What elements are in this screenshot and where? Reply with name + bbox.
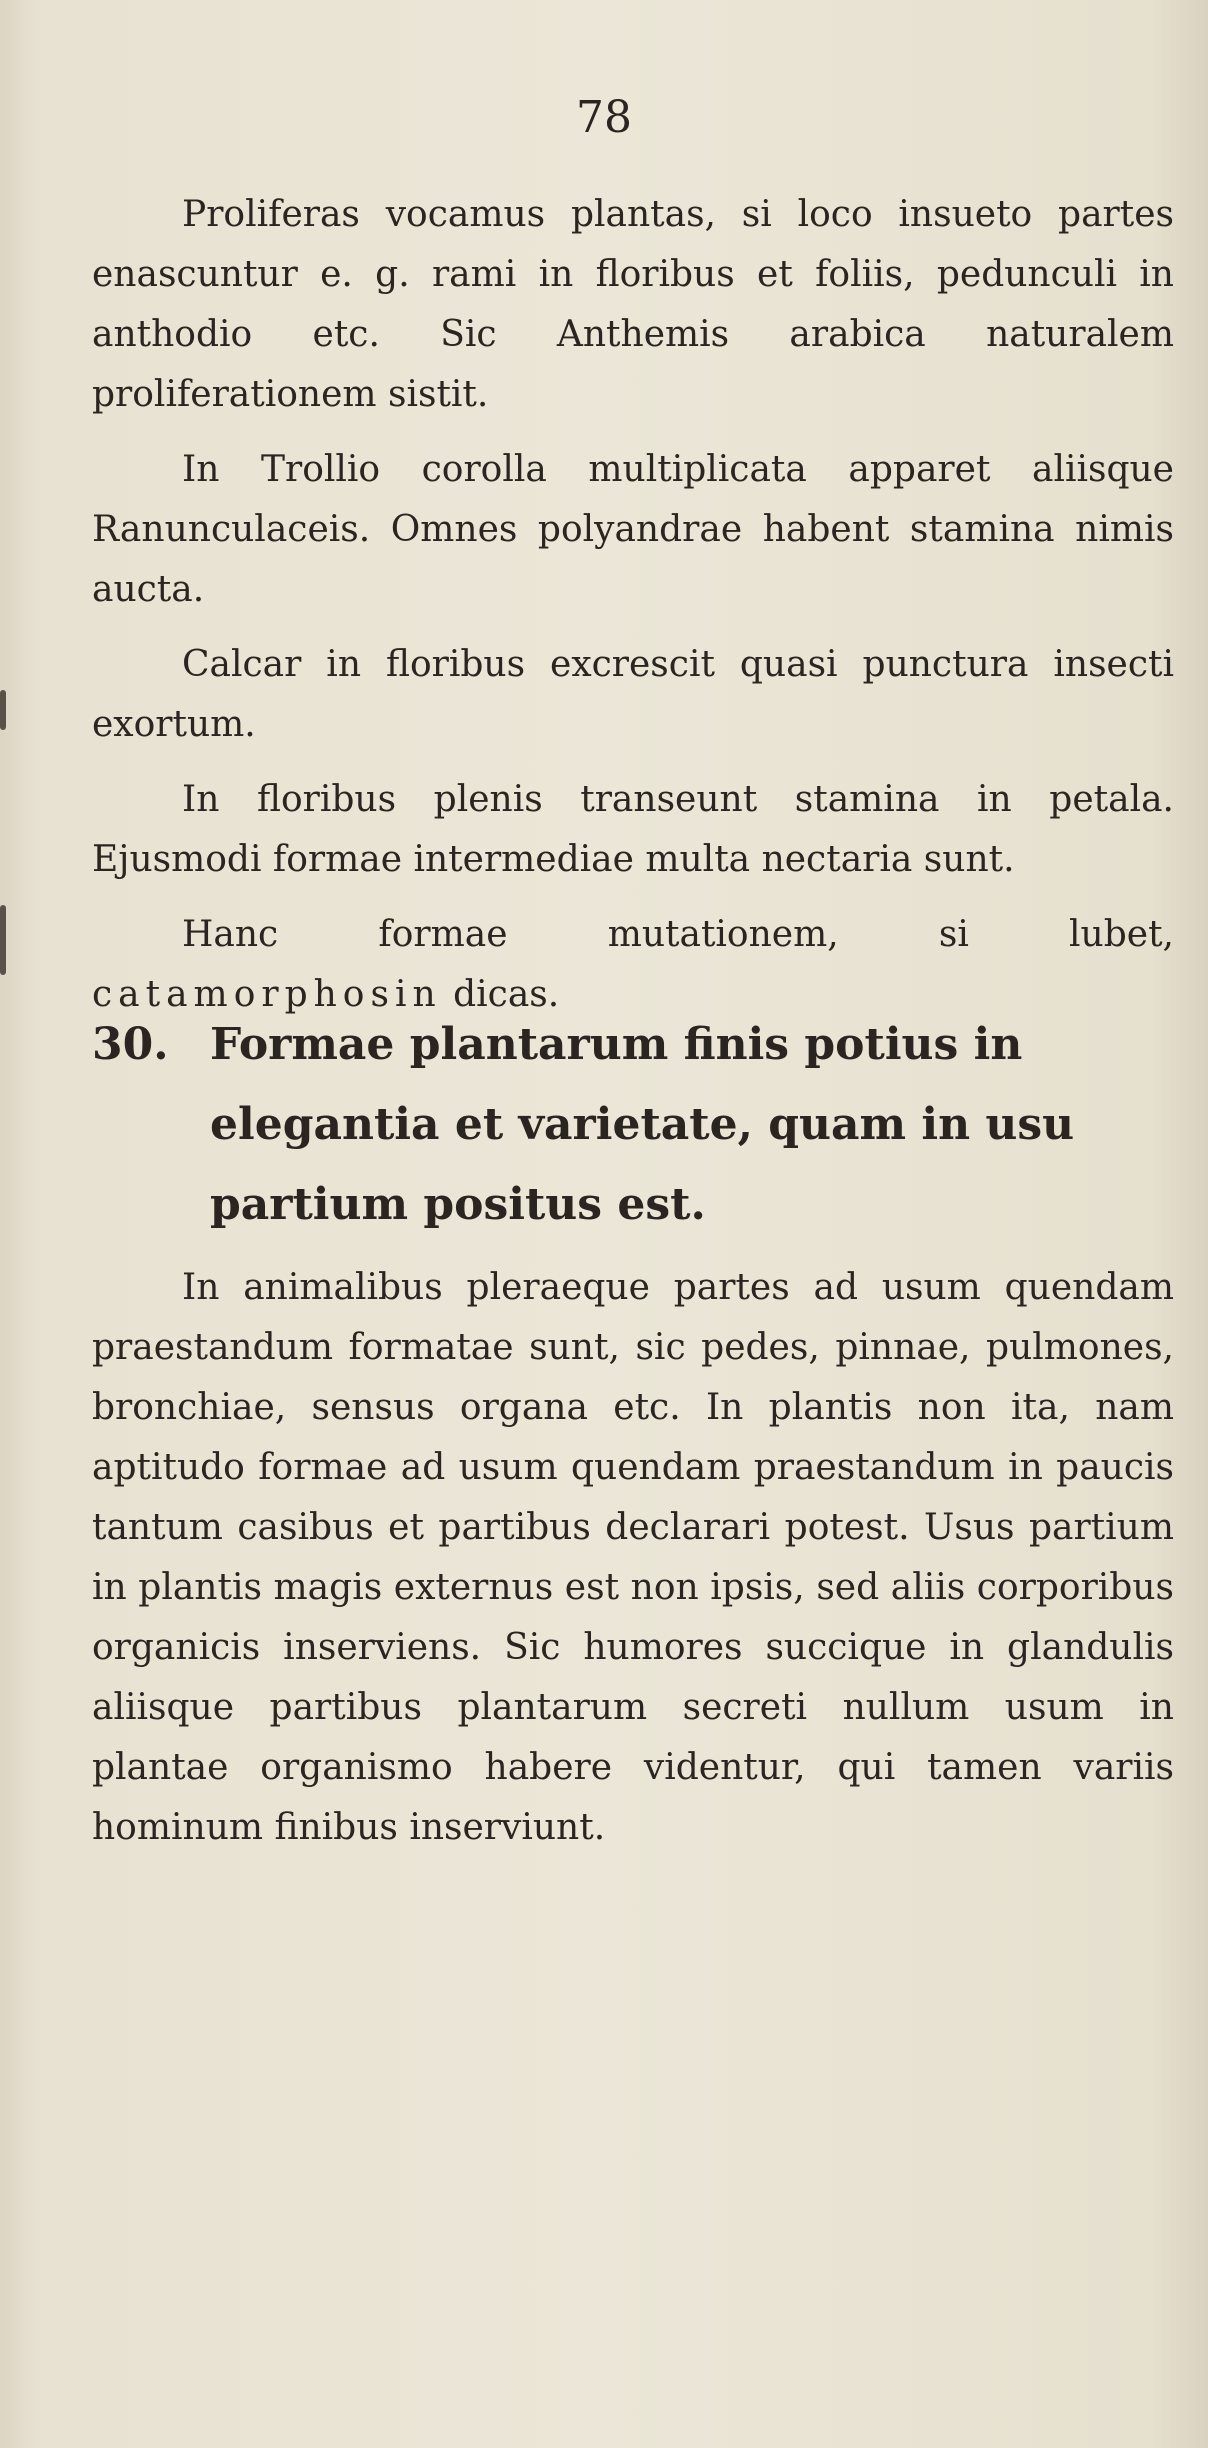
page-edge-mark-upper <box>0 690 6 730</box>
top-text-block <box>92 185 1174 1040</box>
paragraph-calcar: Calcar in floribus excrescit quasi punctura insecti exortum. <box>92 644 1174 745</box>
paragraph-trollius: In Trollio corolla multiplicata apparet aliisque Ranunculaceis. Omnes polyandrae habent stamina nimis aucta. <box>92 449 1174 610</box>
catamorphosis-text-end: dicas. <box>441 974 560 1015</box>
page-number: 78 <box>576 92 632 143</box>
paragraph-proliferation: Proliferas vocamus plantas, si loco insueto partes enascuntur e. g. rami in floribus et foliis, pedunculi in anthodio etc. Sic Anthemis arabica naturalem proliferationem sistit. <box>92 194 1174 415</box>
bottom-text-block <box>92 1258 1174 1873</box>
paragraph-flores-pleni: In floribus plenis transeunt stamina in petala. Ejusmodi formae intermediae multa nectaria sunt. <box>92 779 1174 880</box>
section-heading <box>92 1005 1174 1245</box>
page-edge-mark-lower <box>0 905 6 975</box>
paragraph-animalibus: In animalibus pleraeque partes ad usum quendam praestandum formatae sunt, sic pedes, pinnae, pulmones, bronchiae, sensus organa etc. In plantis non ita, nam aptitudo formae ad usum quendam praestandum in paucis tantum casibus et partibus declarari potest. Usus partium in plantis magis externus est non ipsis, sed aliis corporibus organicis inserviens. Sic humores succique in glandulis aliisque partibus plantarum secreti nullum usum in plantae organismo habere videntur, qui tamen variis hominum finibus inserviunt. <box>92 1267 1174 1848</box>
catamorphosis-term: catamorphosin <box>92 974 442 1015</box>
section-title: Formae plantarum finis potius in elegantia et varietate, quam in usu partium positus est. <box>210 1019 1075 1230</box>
catamorphosis-text-start: Hanc formae mutationem, si lubet, <box>182 914 1174 955</box>
section-number: 30. <box>92 1019 169 1070</box>
